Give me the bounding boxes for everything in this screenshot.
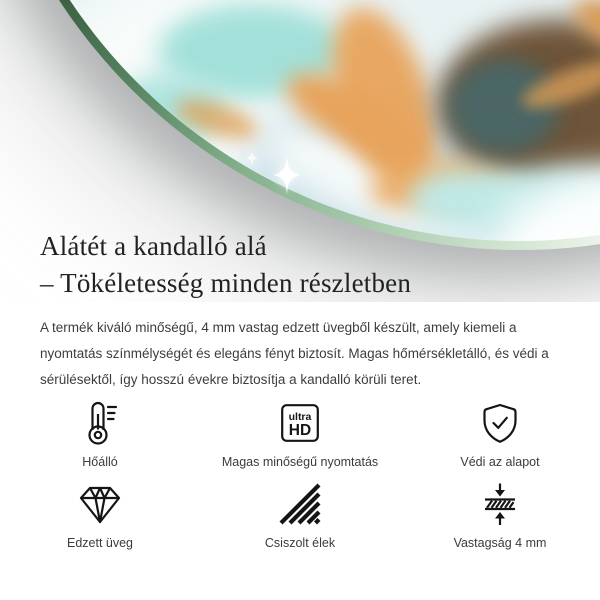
feature-label: Hőálló bbox=[82, 455, 118, 469]
section-title bbox=[40, 228, 560, 302]
glare-sparkle-small-icon bbox=[244, 150, 260, 166]
shield-check-icon bbox=[478, 398, 522, 448]
polished-edges-icon bbox=[278, 479, 322, 529]
marble-pattern bbox=[0, 0, 600, 241]
title-line-2: – Tökéletesség minden részletben bbox=[40, 268, 412, 298]
feature-tempered-glass bbox=[0, 479, 200, 550]
feature-label: Magas minőségű nyomtatás bbox=[221, 455, 379, 469]
glass-disc bbox=[0, 0, 600, 250]
feature-label: Vastagság 4 mm bbox=[453, 536, 547, 550]
section-description: A termék kiváló minőségű, 4 mm vastag edzett üvegből készült, amely kiemeli a nyomtatás színmélységét és elegáns fényt biztosít. Magas hőmérsékletálló, és védi a sérülésektől, így hosszú évekre biztosítja a kandalló körüli teret. bbox=[40, 320, 549, 387]
svg-text:HD: HD bbox=[288, 422, 312, 439]
feature-thickness bbox=[400, 479, 600, 550]
title-line-1: Alátét a kandalló alá bbox=[40, 231, 267, 261]
feature-grid bbox=[0, 398, 600, 550]
feature-polished-edges bbox=[200, 479, 400, 550]
thermometer-icon bbox=[78, 398, 122, 448]
ultra-hd-icon bbox=[280, 398, 320, 448]
svg-text:ultra: ultra bbox=[288, 411, 312, 423]
feature-label: Védi az alapot bbox=[460, 455, 540, 469]
feature-label: Csiszolt élek bbox=[264, 536, 336, 550]
glare-sparkle-icon bbox=[268, 156, 306, 194]
feature-print-quality bbox=[200, 398, 400, 469]
thickness-icon bbox=[478, 479, 522, 529]
feature-label: Edzett üveg bbox=[66, 536, 133, 550]
feature-heat-resistant bbox=[0, 398, 200, 469]
section-text bbox=[40, 228, 560, 393]
diamond-icon bbox=[76, 479, 124, 529]
feature-base-protection bbox=[400, 398, 600, 469]
